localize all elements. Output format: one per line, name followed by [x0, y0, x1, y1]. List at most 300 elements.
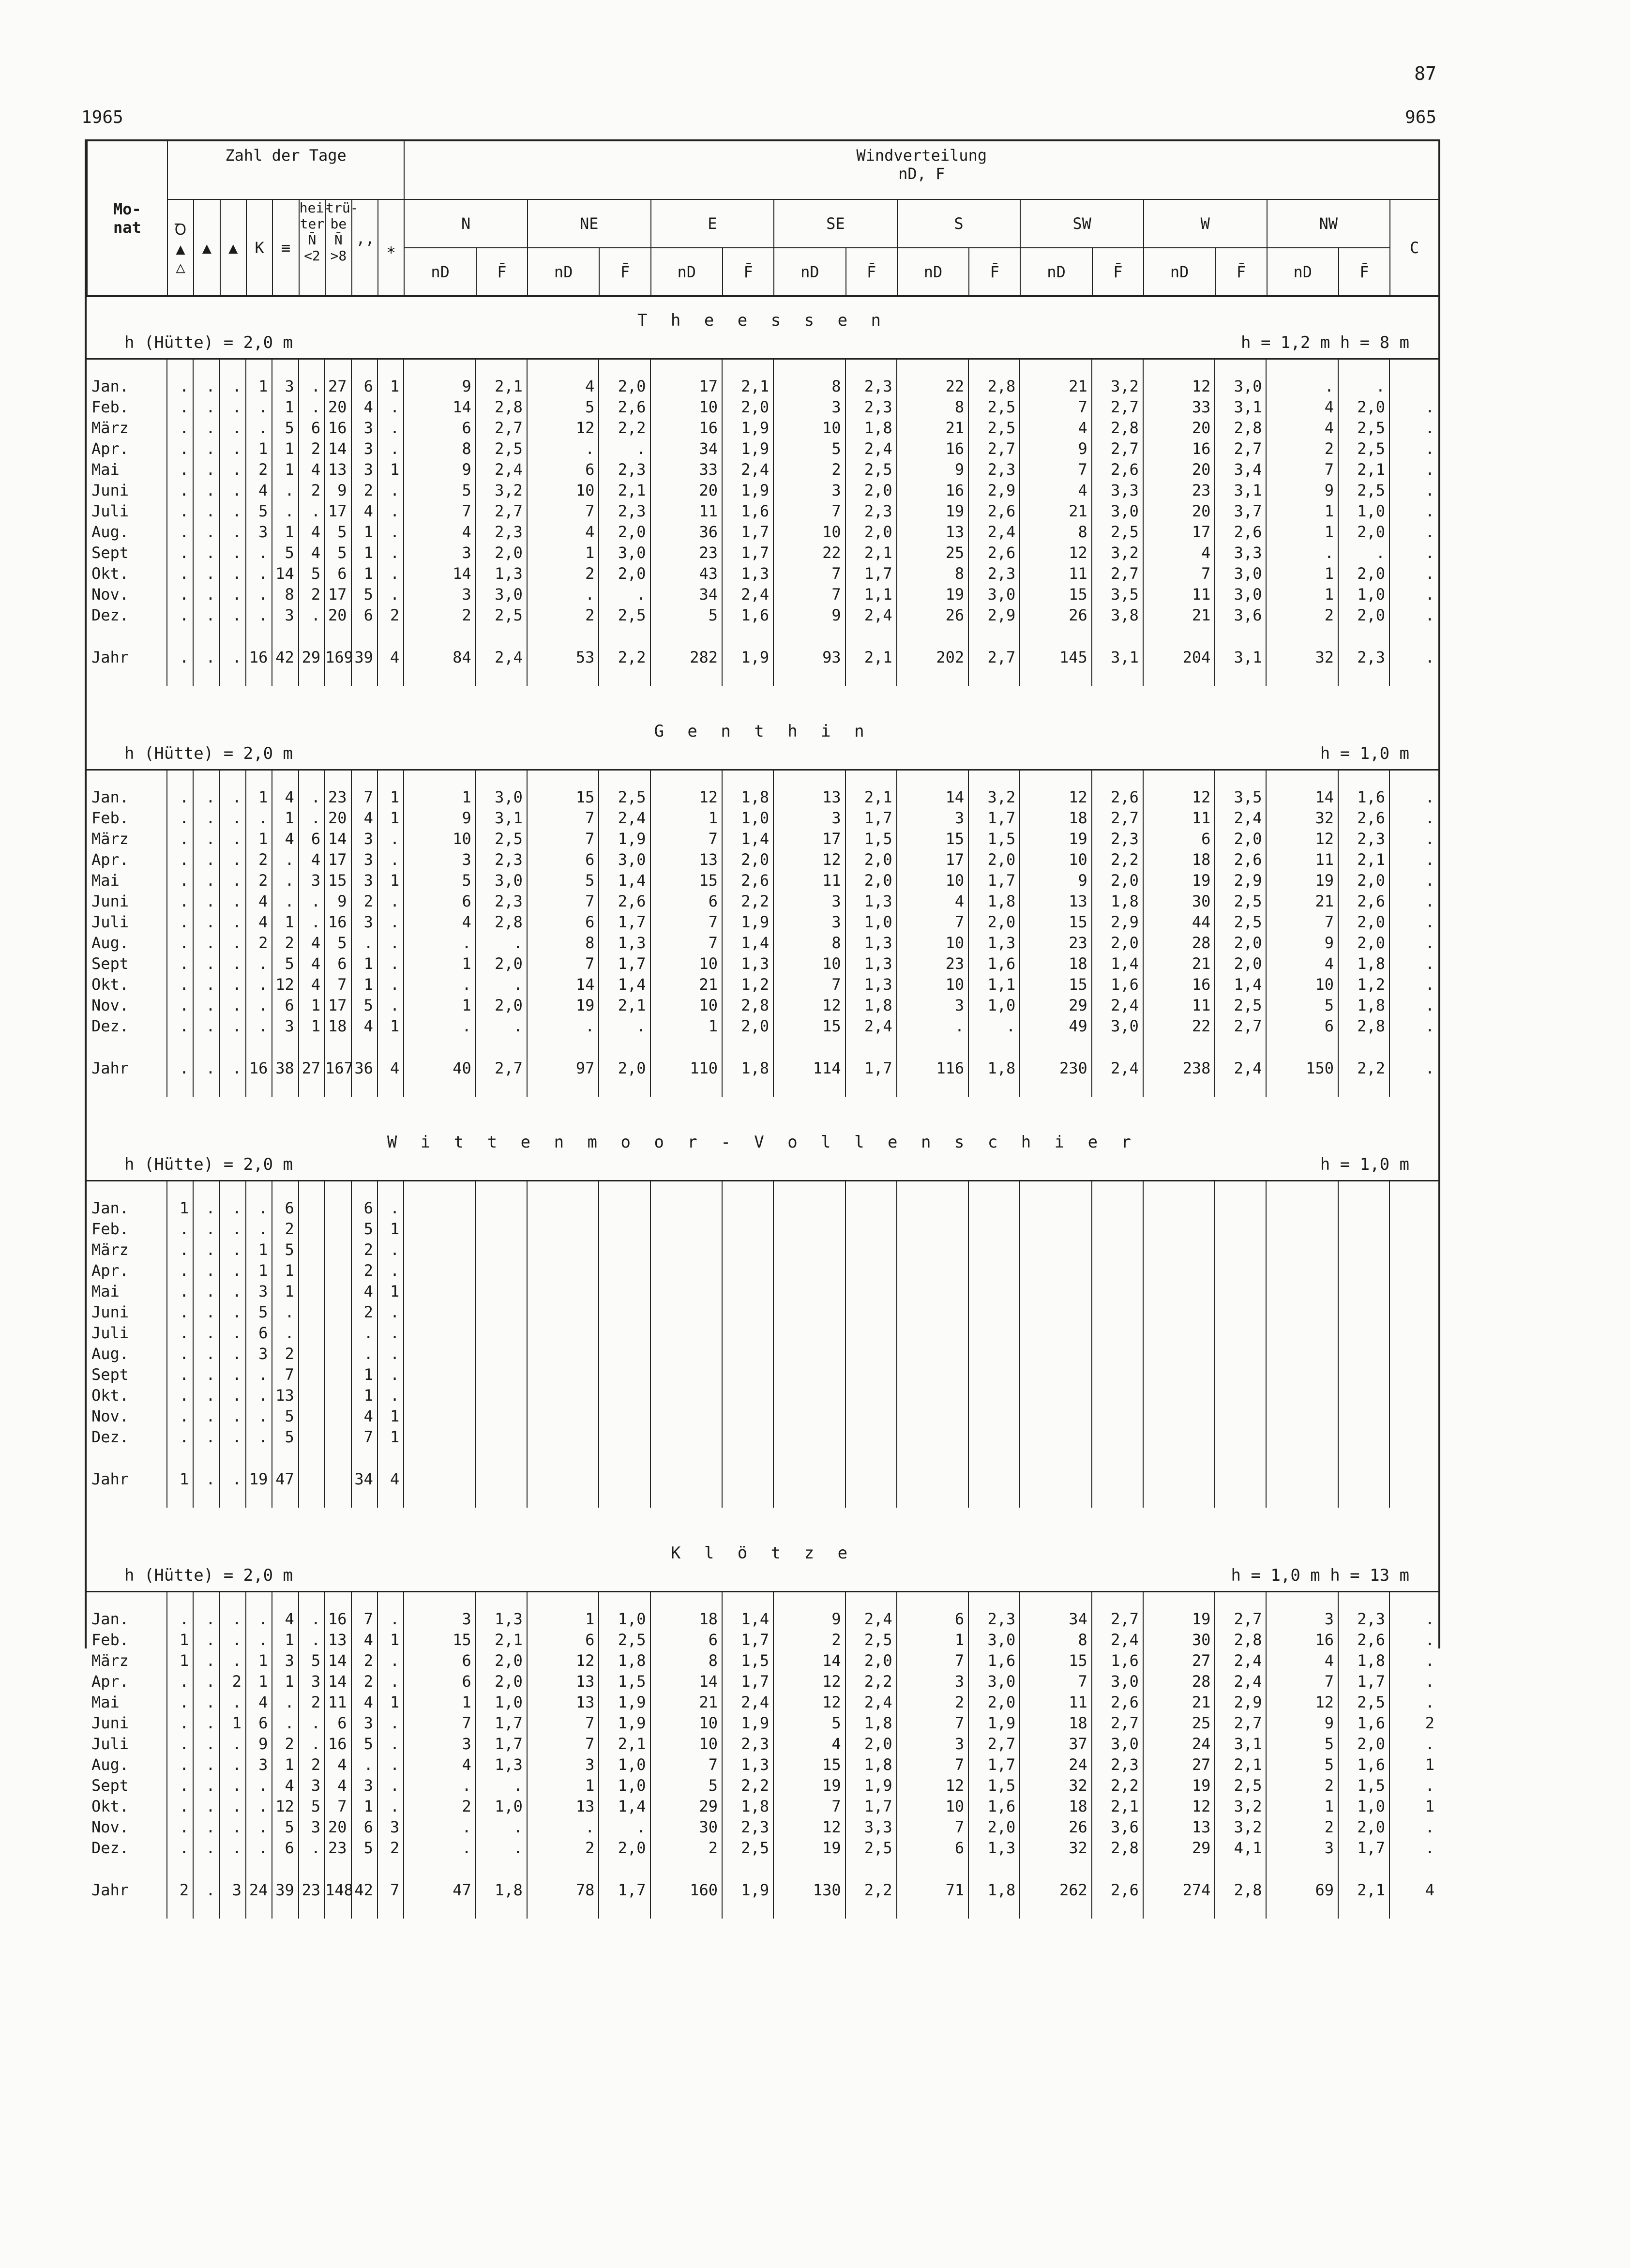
- data-cell: 1,1: [968, 974, 1020, 995]
- data-cell: .: [377, 849, 404, 870]
- data-cell: 1,9: [599, 829, 650, 849]
- data-cell: .: [404, 933, 476, 953]
- data-cell: 2,4: [1215, 808, 1266, 829]
- data-cell: .: [377, 995, 404, 1016]
- data-cell: [722, 1219, 773, 1240]
- data-cell: [1338, 1427, 1389, 1448]
- data-cell: [1389, 1198, 1438, 1219]
- data-cell: [1092, 1427, 1143, 1448]
- data-cell: 2,5: [1215, 995, 1266, 1016]
- data-cell: 9: [404, 808, 476, 829]
- data-cell: [1266, 1364, 1338, 1385]
- table-row: [87, 397, 1438, 418]
- data-cell: 114: [773, 1056, 845, 1080]
- data-cell: 2,2: [599, 645, 650, 669]
- data-cell: .: [220, 1467, 246, 1491]
- data-cell: .: [220, 1692, 246, 1713]
- data-cell: 2,1: [599, 995, 650, 1016]
- data-cell: .: [167, 1734, 193, 1754]
- data-cell: 2: [167, 1878, 193, 1902]
- data-cell: 1,4: [722, 1609, 773, 1630]
- data-cell: 1: [220, 1713, 246, 1734]
- data-cell: 10: [773, 953, 845, 974]
- data-cell: .: [220, 849, 246, 870]
- data-cell: 3,0: [1092, 501, 1143, 522]
- data-cell: 3: [246, 1281, 272, 1302]
- table-row: [87, 1240, 1438, 1260]
- data-cell: 1,3: [845, 953, 897, 974]
- data-cell: 5: [351, 995, 377, 1016]
- data-cell: 7: [1266, 912, 1338, 933]
- data-cell: 3: [897, 1671, 969, 1692]
- data-cell: .: [167, 1427, 193, 1448]
- data-cell: .: [220, 1817, 246, 1838]
- station-meta: [87, 333, 1438, 360]
- data-cell: 1,7: [722, 1671, 773, 1692]
- data-cell: 22: [897, 376, 969, 397]
- data-cell: .: [193, 787, 219, 808]
- data-cell: .: [220, 645, 246, 669]
- data-cell: 22: [773, 543, 845, 563]
- data-cell: .: [377, 1671, 404, 1692]
- data-cell: .: [193, 480, 219, 501]
- table-row: [87, 1198, 1438, 1219]
- data-cell: [527, 1260, 599, 1281]
- trube-header: trü- be N̄ >8: [325, 199, 351, 296]
- data-cell: .: [1389, 808, 1438, 829]
- data-cell: .: [193, 1406, 219, 1427]
- data-cell: 14: [325, 438, 351, 459]
- data-cell: 4: [325, 1754, 351, 1775]
- data-cell: 2: [272, 1344, 298, 1364]
- data-cell: 2,2: [845, 1878, 897, 1902]
- data-cell: .: [351, 1754, 377, 1775]
- data-cell: 145: [1020, 645, 1092, 669]
- data-cell: .: [220, 1056, 246, 1080]
- data-cell: .: [220, 1734, 246, 1754]
- data-cell: .: [377, 418, 404, 438]
- data-cell: 7: [404, 501, 476, 522]
- data-cell: 2: [246, 870, 272, 891]
- data-cell: [599, 1302, 650, 1323]
- data-cell: 20: [650, 480, 723, 501]
- data-cell: .: [167, 1281, 193, 1302]
- data-cell: 6: [404, 1671, 476, 1692]
- data-cell: [476, 1302, 527, 1323]
- data-cell: 12: [1020, 787, 1092, 808]
- month-label: Juli: [91, 1324, 129, 1342]
- data-cell: 6: [272, 1838, 298, 1859]
- data-cell: 84: [404, 645, 476, 669]
- data-cell: .: [167, 584, 193, 605]
- table-row: [87, 522, 1438, 543]
- data-cell: 17: [325, 849, 351, 870]
- data-cell: [476, 1240, 527, 1260]
- data-cell: 3: [773, 891, 845, 912]
- data-cell: 2,1: [845, 787, 897, 808]
- data-cell: 2,6: [1338, 891, 1389, 912]
- thunder-icon: Ꝺ ▲ △: [167, 199, 194, 296]
- data-cell: 7: [351, 1427, 377, 1448]
- data-cell: 11: [1143, 584, 1215, 605]
- data-cell: .: [476, 1838, 527, 1859]
- data-cell: .: [599, 1016, 650, 1037]
- data-cell: 2: [299, 1754, 325, 1775]
- data-cell: 3: [299, 1671, 325, 1692]
- data-cell: [1092, 1302, 1143, 1323]
- data-cell: 23: [325, 1838, 351, 1859]
- data-cell: .: [193, 1713, 219, 1734]
- data-cell: [968, 1385, 1020, 1406]
- data-cell: [897, 1406, 969, 1427]
- table-row: [87, 953, 1438, 974]
- data-cell: [599, 1219, 650, 1240]
- data-cell: .: [193, 584, 219, 605]
- data-cell: 2,3: [722, 1817, 773, 1838]
- data-cell: [1092, 1240, 1143, 1260]
- data-cell: .: [220, 1775, 246, 1796]
- data-cell: 2: [246, 933, 272, 953]
- dir-NW: NW: [1267, 199, 1390, 248]
- month-label: Apr.: [91, 439, 129, 458]
- data-cell: .: [1266, 543, 1338, 563]
- data-cell: 6: [325, 1713, 351, 1734]
- table-header: [87, 139, 1439, 297]
- data-cell: 1,4: [599, 1796, 650, 1817]
- data-cell: 19: [897, 584, 969, 605]
- rain-icon: ʼʼ: [352, 199, 378, 296]
- data-cell: 1: [272, 459, 298, 480]
- data-cell: .: [404, 1838, 476, 1859]
- data-cell: .: [1389, 912, 1438, 933]
- data-cell: 13: [650, 849, 723, 870]
- data-cell: 2: [351, 1302, 377, 1323]
- data-cell: 3: [246, 1344, 272, 1364]
- data-cell: [299, 1281, 325, 1302]
- table-row: [87, 933, 1438, 953]
- data-cell: 1: [351, 1796, 377, 1817]
- data-cell: .: [193, 1260, 219, 1281]
- data-cell: [1143, 1240, 1215, 1260]
- data-cell: 19: [1020, 829, 1092, 849]
- data-cell: .: [246, 1630, 272, 1650]
- data-cell: 15: [404, 1630, 476, 1650]
- data-cell: .: [299, 1713, 325, 1734]
- data-cell: 24: [246, 1878, 272, 1902]
- data-cell: .: [272, 870, 298, 891]
- data-cell: 1,3: [968, 933, 1020, 953]
- data-cell: [1020, 1427, 1092, 1448]
- data-cell: .: [377, 1240, 404, 1260]
- data-cell: 4: [272, 1609, 298, 1630]
- data-cell: 1,3: [968, 1838, 1020, 1859]
- data-cell: 2,1: [722, 376, 773, 397]
- data-cell: .: [167, 995, 193, 1016]
- data-cell: 1,2: [722, 974, 773, 995]
- data-cell: 5: [527, 870, 599, 891]
- data-cell: 1: [272, 1671, 298, 1692]
- f-header: F̄: [1339, 248, 1390, 296]
- data-cell: 2,5: [1338, 438, 1389, 459]
- month-label: Nov.: [91, 585, 129, 604]
- data-cell: [1092, 1323, 1143, 1344]
- data-cell: 1,3: [845, 891, 897, 912]
- data-cell: [650, 1385, 723, 1406]
- data-cell: 2,3: [1338, 1609, 1389, 1630]
- data-cell: [404, 1427, 476, 1448]
- data-cell: 15: [773, 1754, 845, 1775]
- data-cell: .: [167, 1344, 193, 1364]
- data-cell: 1,7: [599, 953, 650, 974]
- data-cell: 1: [404, 787, 476, 808]
- data-cell: 4: [527, 522, 599, 543]
- month-label: Jan.: [91, 377, 129, 395]
- data-cell: 1,7: [1338, 1838, 1389, 1859]
- table-row: [87, 584, 1438, 605]
- data-cell: [1338, 1364, 1389, 1385]
- data-cell: 3,3: [845, 1817, 897, 1838]
- data-cell: 9: [897, 459, 969, 480]
- data-cell: .: [1389, 953, 1438, 974]
- data-cell: [404, 1219, 476, 1240]
- data-cell: .: [220, 933, 246, 953]
- data-cell: 2,1: [845, 645, 897, 669]
- data-cell: 2,0: [845, 522, 897, 543]
- data-cell: 2,8: [476, 397, 527, 418]
- data-cell: 33: [650, 459, 723, 480]
- data-cell: [1389, 1323, 1438, 1344]
- station-data-table: [87, 1592, 1438, 1919]
- month-label: Aug.: [91, 1755, 129, 1774]
- data-cell: 1,8: [722, 1056, 773, 1080]
- table-row: [87, 808, 1438, 829]
- data-cell: 6: [325, 563, 351, 584]
- data-cell: .: [220, 1016, 246, 1037]
- data-cell: 1: [377, 787, 404, 808]
- data-cell: 3,0: [1215, 376, 1266, 397]
- data-cell: [599, 1406, 650, 1427]
- data-cell: 3,2: [1092, 543, 1143, 563]
- data-cell: 10: [897, 974, 969, 995]
- data-cell: 5: [404, 480, 476, 501]
- data-cell: 1: [351, 1385, 377, 1406]
- data-cell: [476, 1344, 527, 1364]
- data-cell: 2,0: [476, 995, 527, 1016]
- data-cell: 69: [1266, 1878, 1338, 1902]
- data-cell: [325, 1302, 351, 1323]
- data-cell: 15: [897, 829, 969, 849]
- data-cell: 4: [1020, 418, 1092, 438]
- data-cell: 7: [1266, 1671, 1338, 1692]
- data-cell: 2,7: [968, 438, 1020, 459]
- data-cell: 1: [246, 1260, 272, 1281]
- data-cell: .: [527, 438, 599, 459]
- data-cell: [845, 1281, 897, 1302]
- data-cell: 43: [650, 563, 723, 584]
- data-cell: 2,0: [1338, 563, 1389, 584]
- data-cell: .: [1389, 480, 1438, 501]
- data-cell: 2: [351, 1671, 377, 1692]
- data-cell: .: [246, 1385, 272, 1406]
- data-cell: 18: [1020, 1796, 1092, 1817]
- data-cell: .: [377, 1260, 404, 1281]
- month-label: Okt.: [91, 564, 129, 583]
- data-cell: 11: [325, 1692, 351, 1713]
- data-cell: 3,0: [476, 870, 527, 891]
- data-cell: 2,0: [1338, 605, 1389, 626]
- data-cell: 6: [246, 1713, 272, 1734]
- data-cell: .: [476, 933, 527, 953]
- data-cell: .: [377, 829, 404, 849]
- data-cell: 14: [1266, 787, 1338, 808]
- data-cell: 2,7: [1215, 438, 1266, 459]
- data-cell: 14: [650, 1671, 723, 1692]
- month-label: Sept: [91, 544, 129, 562]
- table-row: [87, 1713, 1438, 1734]
- data-cell: .: [246, 1198, 272, 1219]
- data-cell: 3,1: [1215, 480, 1266, 501]
- station-name: K l ö t z e: [670, 1543, 855, 1563]
- dir-N: N: [404, 199, 528, 248]
- data-cell: 4: [246, 912, 272, 933]
- data-cell: .: [599, 438, 650, 459]
- data-cell: 2,0: [476, 953, 527, 974]
- data-cell: 12: [1143, 1796, 1215, 1817]
- data-cell: 1,3: [722, 953, 773, 974]
- data-cell: [527, 1406, 599, 1427]
- data-cell: 2,5: [845, 1630, 897, 1650]
- data-cell: [722, 1240, 773, 1260]
- data-cell: 2,7: [1215, 1609, 1266, 1630]
- data-cell: 7: [1266, 459, 1338, 480]
- data-cell: 2,4: [476, 645, 527, 669]
- data-cell: .: [1389, 438, 1438, 459]
- data-cell: [773, 1385, 845, 1406]
- data-cell: 2,5: [1338, 418, 1389, 438]
- data-cell: 1: [272, 1260, 298, 1281]
- data-cell: [1215, 1385, 1266, 1406]
- data-cell: 5: [299, 1796, 325, 1817]
- month-label: Jan.: [91, 1610, 129, 1628]
- data-cell: .: [220, 787, 246, 808]
- data-cell: 23: [325, 787, 351, 808]
- data-cell: 5: [1266, 1754, 1338, 1775]
- data-cell: [299, 1219, 325, 1240]
- data-cell: .: [167, 912, 193, 933]
- data-cell: [722, 1406, 773, 1427]
- data-cell: .: [193, 418, 219, 438]
- data-cell: 11: [1143, 808, 1215, 829]
- data-cell: .: [377, 974, 404, 995]
- data-cell: 2: [246, 849, 272, 870]
- data-cell: [773, 1467, 845, 1491]
- station-ht: h (Hütte) = 2,0 m: [124, 333, 293, 352]
- station-ht: h (Hütte) = 2,0 m: [124, 1155, 293, 1174]
- data-cell: [897, 1219, 969, 1240]
- data-cell: 1,3: [476, 563, 527, 584]
- data-cell: 7: [773, 501, 845, 522]
- data-cell: [1092, 1364, 1143, 1385]
- data-cell: 2: [272, 1219, 298, 1240]
- data-cell: 21: [1020, 376, 1092, 397]
- data-cell: 1: [246, 438, 272, 459]
- data-cell: 4: [351, 1692, 377, 1713]
- data-cell: .: [1389, 522, 1438, 543]
- data-cell: .: [193, 1056, 219, 1080]
- table-row: [87, 974, 1438, 995]
- data-cell: 2,5: [1215, 1775, 1266, 1796]
- f-header: F̄: [723, 248, 774, 296]
- data-cell: 3,2: [968, 787, 1020, 808]
- data-cell: .: [193, 459, 219, 480]
- data-cell: 1,6: [968, 1796, 1020, 1817]
- data-cell: [1092, 1260, 1143, 1281]
- data-cell: [773, 1219, 845, 1240]
- data-cell: [527, 1281, 599, 1302]
- data-cell: 9: [404, 376, 476, 397]
- data-cell: [845, 1467, 897, 1491]
- data-cell: 2,6: [968, 501, 1020, 522]
- data-cell: 12: [527, 418, 599, 438]
- data-cell: 1,3: [599, 933, 650, 953]
- data-cell: .: [272, 501, 298, 522]
- data-cell: .: [167, 787, 193, 808]
- month-label: Apr.: [91, 1672, 129, 1691]
- data-cell: [897, 1302, 969, 1323]
- data-cell: 2,6: [599, 891, 650, 912]
- data-cell: [1143, 1385, 1215, 1406]
- month-label: März: [91, 1651, 129, 1670]
- data-cell: 3: [272, 1650, 298, 1671]
- data-cell: [1389, 1281, 1438, 1302]
- data-cell: 1,8: [968, 1056, 1020, 1080]
- data-cell: [527, 1323, 599, 1344]
- data-cell: 17: [773, 829, 845, 849]
- data-cell: .: [193, 1323, 219, 1344]
- data-cell: 7: [272, 1364, 298, 1385]
- data-cell: 6: [527, 849, 599, 870]
- month-label: Aug.: [91, 1345, 129, 1363]
- data-cell: 1: [246, 1240, 272, 1260]
- data-cell: .: [299, 376, 325, 397]
- data-cell: .: [167, 418, 193, 438]
- month-label: Aug.: [91, 523, 129, 541]
- data-cell: 1,0: [845, 912, 897, 933]
- data-cell: 20: [325, 808, 351, 829]
- data-cell: 6: [272, 1198, 298, 1219]
- data-cell: [845, 1302, 897, 1323]
- data-cell: .: [220, 953, 246, 974]
- data-cell: .: [193, 1838, 219, 1859]
- data-cell: .: [167, 1260, 193, 1281]
- data-cell: 4: [351, 1016, 377, 1037]
- data-cell: 2,4: [968, 522, 1020, 543]
- data-cell: [722, 1344, 773, 1364]
- data-cell: 19: [773, 1838, 845, 1859]
- data-cell: 1: [351, 543, 377, 563]
- data-cell: 3: [351, 438, 377, 459]
- data-cell: [650, 1364, 723, 1385]
- data-cell: .: [220, 1609, 246, 1630]
- f-header: F̄: [599, 248, 650, 296]
- data-cell: .: [193, 1630, 219, 1650]
- data-cell: .: [246, 563, 272, 584]
- data-cell: 4: [351, 808, 377, 829]
- data-cell: .: [246, 543, 272, 563]
- month-label: Jahr: [91, 1880, 129, 1899]
- data-cell: [722, 1364, 773, 1385]
- data-cell: 2: [246, 459, 272, 480]
